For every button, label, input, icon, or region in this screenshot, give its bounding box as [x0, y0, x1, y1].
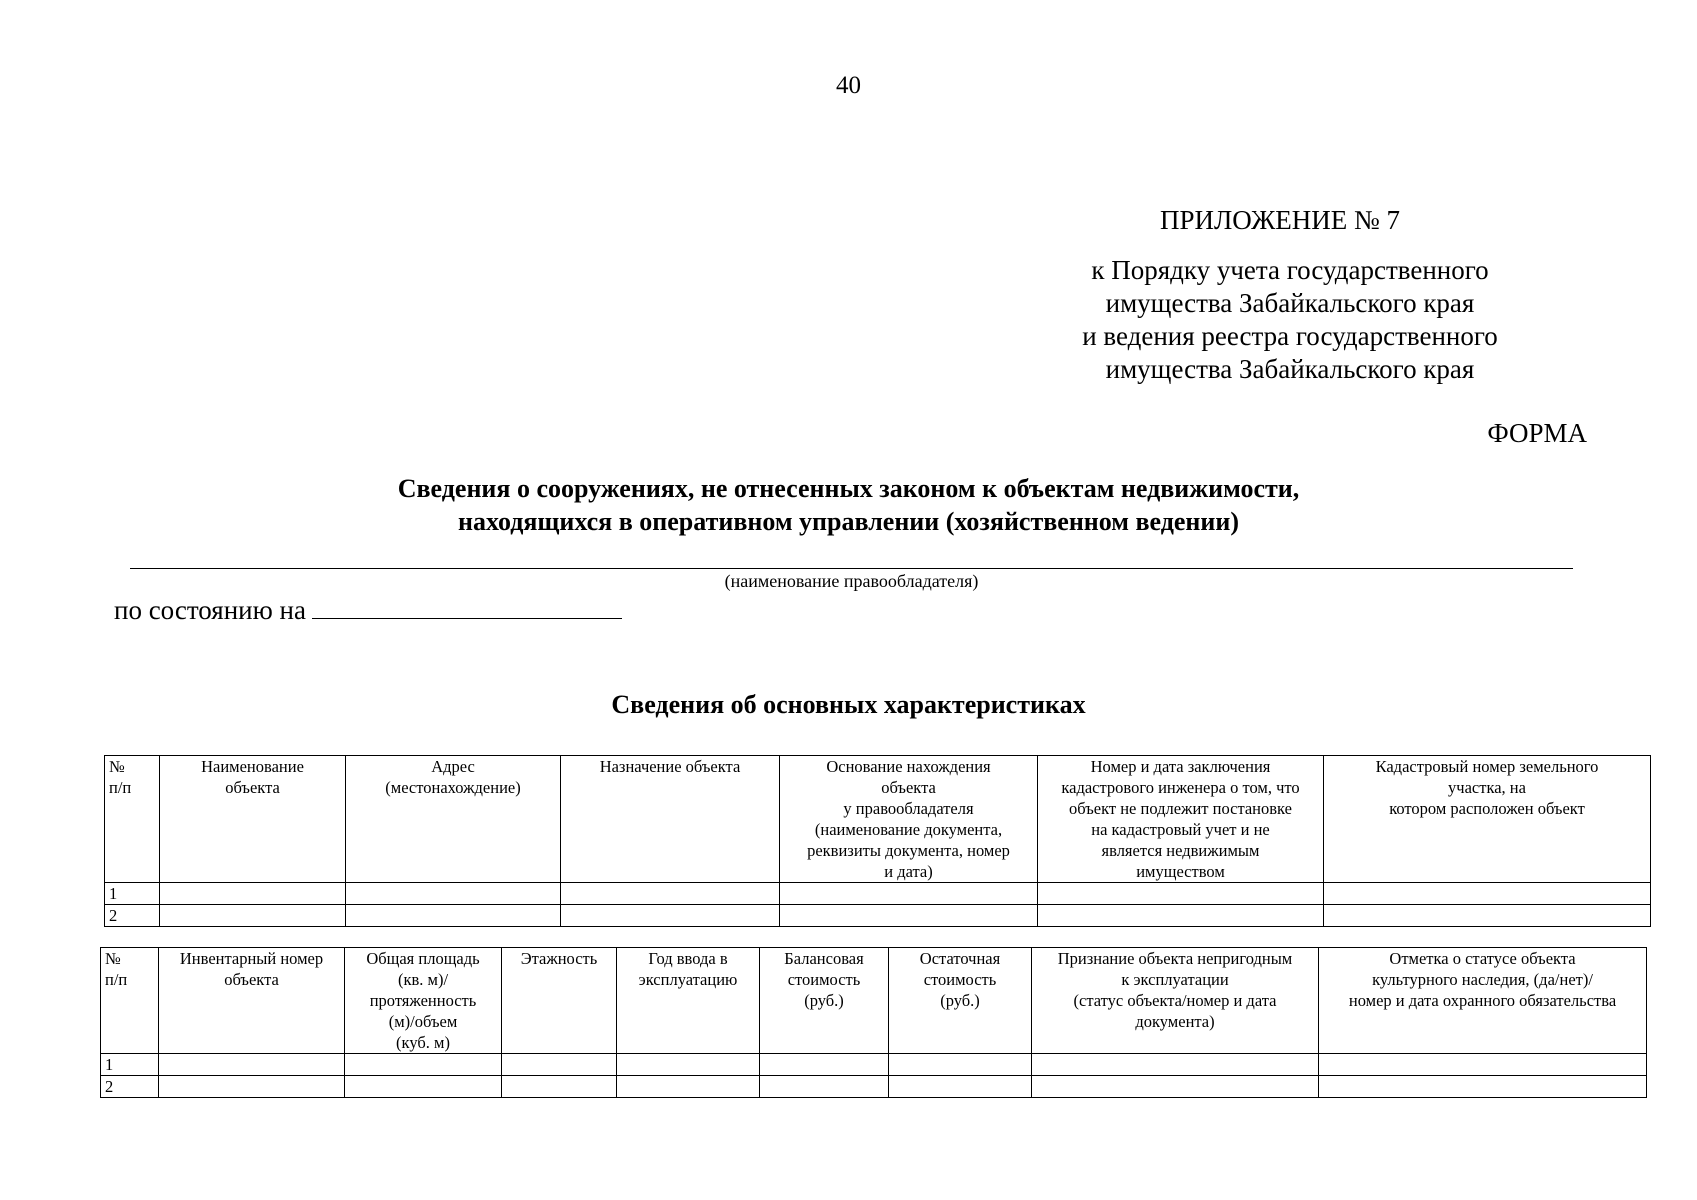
- column-header-number: № п/п: [101, 948, 159, 1054]
- column-header-number: № п/п: [105, 756, 160, 883]
- main-characteristics-table: [104, 755, 1651, 927]
- as-of-date-row: [114, 595, 622, 626]
- appendix-reference-line: к Порядку учета государственного: [1091, 255, 1489, 285]
- table-cell: [346, 883, 561, 905]
- page-number: 40: [836, 72, 861, 99]
- table-cell: [561, 905, 780, 927]
- table-cell: [1319, 1076, 1647, 1098]
- table-row: [101, 1076, 1647, 1098]
- table-cell: [159, 1076, 345, 1098]
- table-cell: [345, 1054, 502, 1076]
- appendix-title: ПРИЛОЖЕНИЕ № 7: [1159, 205, 1401, 235]
- table-cell: [1324, 905, 1651, 927]
- table-cell: [502, 1054, 617, 1076]
- as-of-date-label: по состоянию на: [114, 595, 306, 625]
- column-header-unfit-status: Признание объекта непригодным к эксплуатации (статус объекта/номер и дата документа): [1032, 948, 1319, 1054]
- column-header-area-length-volume: Общая площадь (кв. м)/ протяженность (м)/объем (куб. м): [345, 948, 502, 1054]
- table-cell: [160, 905, 346, 927]
- column-header-residual-value: Остаточная стоимость (руб.): [889, 948, 1032, 1054]
- table-cell: 2: [105, 905, 160, 927]
- column-header-ownership-basis: Основание нахождения объекта у правообладателя (наименование документа, реквизиты документа, номер и дата): [780, 756, 1038, 883]
- table-cell: [617, 1054, 760, 1076]
- form-label: ФОРМА: [1487, 418, 1587, 448]
- column-header-engineer-conclusion: Номер и дата заключения кадастрового инженера о том, что объект не подлежит постановке на кадастровый учет и не является недвижимым имуществом: [1038, 756, 1324, 883]
- table-header-row: [101, 948, 1647, 1054]
- document-title: [0, 472, 1697, 538]
- column-header-commissioning-year: Год ввода в эксплуатацию: [617, 948, 760, 1054]
- table-cell: [346, 905, 561, 927]
- column-header-object-name: Наименование объекта: [160, 756, 346, 883]
- table-cell: [760, 1054, 889, 1076]
- owner-name-caption: (наименование правообладателя): [724, 571, 979, 591]
- section-title: Сведения об основных характеристиках: [611, 690, 1086, 719]
- column-header-object-purpose: Назначение объекта: [561, 756, 780, 883]
- table-cell: [780, 883, 1038, 905]
- appendix-reference-line: имущества Забайкальского края: [1105, 288, 1475, 318]
- as-of-date-blank-line: [312, 596, 622, 619]
- table-cell: [1032, 1076, 1319, 1098]
- column-header-address: Адрес (местонахождение): [346, 756, 561, 883]
- table-cell: [159, 1054, 345, 1076]
- table-cell: 2: [101, 1076, 159, 1098]
- appendix-reference-line: и ведения реестра государственного: [1082, 321, 1498, 351]
- table-cell: [617, 1076, 760, 1098]
- document-title-line: находящихся в оперативном управлении (хозяйственном ведении): [457, 507, 1240, 536]
- additional-characteristics-table: [100, 947, 1647, 1098]
- column-header-land-cadastral-number: Кадастровый номер земельного участка, на котором расположен объект: [1324, 756, 1651, 883]
- table-cell: [1324, 883, 1651, 905]
- column-header-inventory-number: Инвентарный номер объекта: [159, 948, 345, 1054]
- table-row: [105, 905, 1651, 927]
- table-row: [101, 1054, 1647, 1076]
- table-cell: [780, 905, 1038, 927]
- table-header-row: [105, 756, 1651, 883]
- column-header-book-value: Балансовая стоимость (руб.): [760, 948, 889, 1054]
- appendix-reference-line: имущества Забайкальского края: [1105, 354, 1475, 384]
- table-cell: [1038, 905, 1324, 927]
- table-cell: [1038, 883, 1324, 905]
- table-cell: 1: [105, 883, 160, 905]
- table-cell: [1319, 1054, 1647, 1076]
- table-cell: [160, 883, 346, 905]
- owner-name-field-line: [130, 568, 1573, 569]
- table-row: [105, 883, 1651, 905]
- table-cell: [345, 1076, 502, 1098]
- table-cell: [889, 1076, 1032, 1098]
- table-cell: 1: [101, 1054, 159, 1076]
- appendix-reference: [1040, 254, 1540, 386]
- table-cell: [1032, 1054, 1319, 1076]
- table-cell: [502, 1076, 617, 1098]
- table-cell: [760, 1076, 889, 1098]
- column-header-floors: Этажность: [502, 948, 617, 1054]
- table-cell: [889, 1054, 1032, 1076]
- column-header-cultural-heritage-status: Отметка о статусе объекта культурного наследия, (да/нет)/ номер и дата охранного обязательства: [1319, 948, 1647, 1054]
- table-cell: [561, 883, 780, 905]
- document-title-line: Сведения о сооружениях, не отнесенных законом к объектам недвижимости,: [397, 474, 1300, 503]
